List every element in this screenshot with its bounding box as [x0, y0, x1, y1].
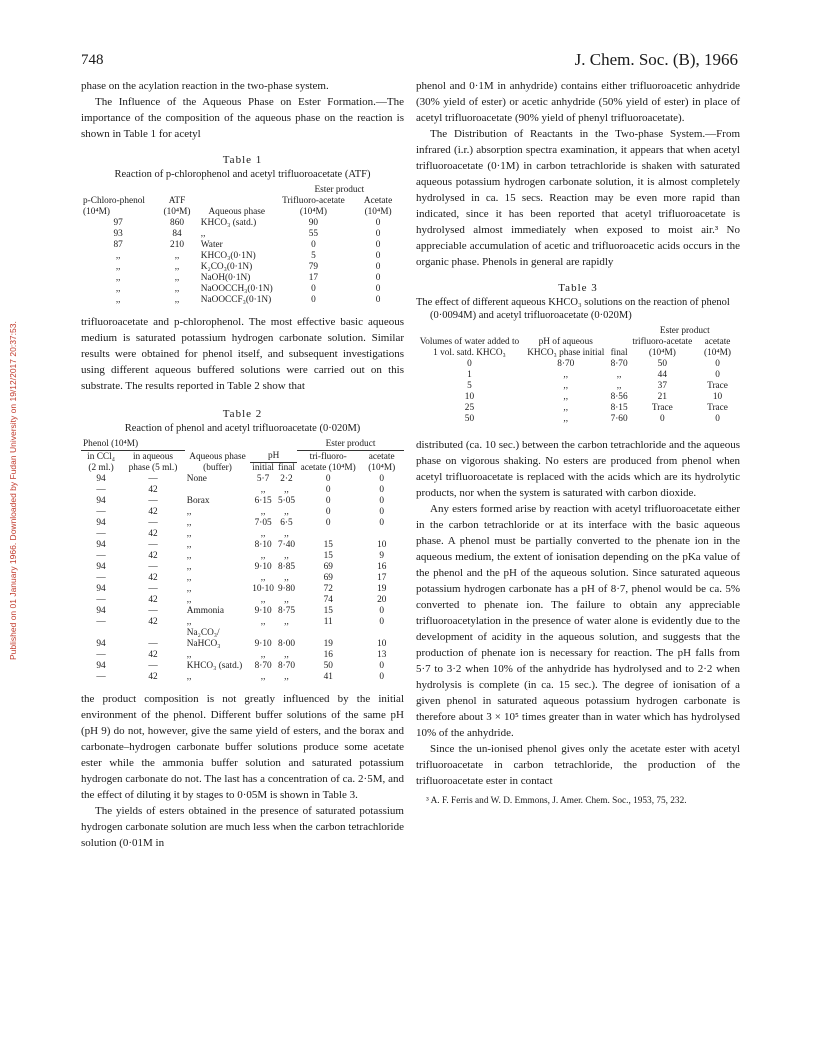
table-cell: 42	[148, 506, 158, 517]
table-cell: 7·05	[254, 517, 272, 528]
table-cell: 42	[148, 572, 158, 583]
table-header: Acetate (10⁴M)	[363, 196, 393, 217]
table-cell: ,,	[260, 506, 266, 517]
table-row	[81, 485, 404, 496]
table-cell: 74	[323, 594, 333, 605]
table-cell: 8·85	[277, 561, 295, 572]
table-cell: 0	[379, 484, 385, 495]
table-row	[81, 284, 404, 295]
table-cell: KHCO₃ (satd.)	[186, 660, 243, 671]
table-cell: —	[96, 616, 106, 627]
table-cell: KHCO₃(0·1N)	[200, 251, 256, 261]
table-cell: ,,	[284, 616, 289, 627]
table-cell: 50	[464, 414, 475, 424]
table-header: in aqueous phase (5 ml.)	[128, 451, 178, 473]
table-row	[81, 573, 404, 584]
table-cell: ,,	[174, 251, 180, 261]
table-cell: —	[96, 572, 106, 583]
table-cell: 7·40	[277, 539, 295, 550]
table-cell: 10	[712, 392, 723, 402]
table-row	[81, 229, 404, 240]
table-cell: 0	[311, 240, 316, 250]
table-cell: 0	[467, 359, 472, 369]
table-cell: ,,	[186, 572, 192, 583]
table-cell: 94	[96, 473, 106, 484]
table-cell: 19	[377, 583, 387, 594]
table-cell: 0	[379, 517, 385, 528]
table-cell: ,,	[186, 616, 192, 627]
table-cell: ,,	[260, 594, 266, 605]
table-cell: 0	[379, 671, 385, 682]
table-cell: 10	[377, 638, 387, 649]
table-row	[81, 617, 404, 628]
table-cell: ,,	[563, 414, 569, 424]
table-cell: 42	[148, 550, 158, 561]
table-cell: —	[148, 495, 158, 506]
table1-caption: Table 1	[222, 154, 263, 166]
table-cell: —	[148, 638, 158, 649]
table-cell: 94	[96, 561, 106, 572]
table-cell: ,,	[563, 381, 569, 391]
table-cell: NaOOCCF₃(0·1N)	[200, 295, 272, 305]
table-cell: ,,	[260, 671, 266, 682]
table-cell: 0	[375, 295, 381, 305]
table-cell: —	[148, 660, 158, 671]
table-cell: 0	[375, 229, 381, 239]
table-cell: 42	[148, 616, 158, 627]
table-cell: 0	[325, 517, 331, 528]
table-cell: 2·2	[280, 473, 293, 484]
table-cell: 17	[377, 572, 387, 583]
table-cell: ,,	[284, 550, 289, 561]
table-cell: ,,	[260, 528, 266, 539]
table-cell: —	[96, 528, 106, 539]
table-cell: 10·10	[252, 583, 274, 594]
table-cell: 0	[379, 506, 385, 517]
table-cell: 9·10	[254, 561, 272, 572]
table-row	[81, 595, 404, 606]
table-cell: —	[96, 550, 106, 561]
table-cell: 5	[311, 251, 316, 261]
table-cell: ,,	[260, 550, 266, 561]
table-cell: 0	[375, 273, 381, 283]
table2	[81, 439, 404, 683]
table-cell: ,,	[115, 262, 121, 272]
table-row	[416, 392, 740, 403]
table-header: in CCl₄ (2 ml.)	[87, 451, 115, 473]
table-cell: 10	[377, 539, 387, 550]
table-cell: —	[148, 583, 158, 594]
table-cell: 84	[172, 229, 182, 239]
table-row	[81, 584, 404, 595]
table-header: Aqueous phase (buffer)	[189, 451, 246, 473]
table-cell: 42	[148, 649, 158, 660]
table2-group-phenol: Phenol (10⁴M)	[81, 439, 185, 451]
table-cell: 210	[170, 240, 184, 250]
table-cell: 8·56	[610, 392, 628, 402]
table-cell: 0	[379, 473, 385, 484]
table-cell: 50	[323, 660, 333, 671]
table-row	[416, 359, 740, 370]
table-cell: 5	[467, 381, 472, 391]
table-header: final	[610, 348, 628, 358]
table-row	[81, 240, 404, 251]
table-cell: 16	[377, 561, 387, 572]
table-cell: ,,	[186, 550, 192, 561]
table-header: acetate (10⁴M)	[368, 451, 396, 473]
table-cell: ,,	[563, 392, 569, 402]
table-cell: ,,	[186, 583, 192, 594]
table-cell: —	[96, 649, 106, 660]
table-cell: ,,	[186, 528, 192, 539]
table-cell: 0	[325, 484, 331, 495]
table-row	[81, 551, 404, 562]
table2-caption: Table 2	[222, 408, 263, 420]
table-row	[81, 474, 404, 485]
table-cell: —	[96, 506, 106, 517]
table-cell: 94	[96, 605, 106, 616]
table-cell: 0	[379, 495, 385, 506]
table-cell: 860	[170, 218, 184, 228]
table-cell: 19	[323, 638, 333, 649]
table-cell: 0	[379, 616, 385, 627]
table-row	[416, 403, 740, 414]
table-cell: ,,	[186, 594, 192, 605]
paragraph: Since the un-ionised phenol gives only the acetate ester with acetyl trifluoroacetate in carbon tetrachloride, the production of the trifluoroacetate ester in contact	[416, 743, 740, 787]
paragraph: distributed (ca. 10 sec.) between the carbon tetrachloride and the aqueous phase on vigorous shaking. No esters are produced from phenol when acetyl trifluoroacetate is replaced with the acids which are its hydrolytic products, nor when the system is saturated with carbon dioxide.	[416, 439, 740, 499]
table-cell: ,,	[284, 594, 289, 605]
table-row	[416, 370, 740, 381]
table-cell: Trace	[707, 381, 728, 391]
paragraph: Any esters formed arise by reaction with acetyl trifluoroacetate either in the carbon tetrachloride or at its interface with the basic aqueous phase. A phenol must be partially converted to the phenate ion in the aqueous medium, the extent of ionisation depending on the pKa value of the phenol and the pH of the aqueous solution. Since saturated aqueous potassium hydrogen carbonate has a pH of 8·7, phenol would be ca. 5% converted to phenate ion. The failure to obtain any appreciable trifluoroacetylation in the presence of water alone is evidently due to the development of acidity in the aqueous solution, and suggests that the production of phenate ion is necessary for reaction. The pH falls from 5·7 to 3·2 when 10% of the anhydride has hydrolysed and to 2·2 when hydrolysis is complete (in ca. 15 sec.). The degree of ionisation of a given phenol in saturated aqueous potassium hydrogen carbonate is therefore about 3 × 10⁵ times greater than in water which has hydrolysed 10% of the anhydride.	[416, 503, 740, 739]
table-cell: 37	[657, 381, 667, 391]
table-header: ATF (10⁴M)	[163, 196, 191, 217]
table-cell: 94	[96, 495, 106, 506]
table-cell: —	[96, 671, 106, 682]
table-cell: 0	[375, 218, 381, 228]
table-cell: 0	[375, 262, 381, 272]
paragraph: trifluoroacetate and p-chlorophenol. The most effective basic aqueous medium is saturated potassium hydrogen carbonate solution. Similar results were obtained for phenol itself, and subsequent investigations using different aqueous buffered solutions were carried out on this substrate. The results reported in Table 2 show that	[81, 316, 404, 392]
table1-group-header: Ester product	[314, 185, 365, 195]
table-cell: 17	[308, 273, 319, 283]
table-header: Trifluoro-acetate (10⁴M)	[282, 196, 345, 217]
table-cell: 0	[325, 473, 331, 484]
table-cell: 11	[323, 616, 333, 627]
table-cell: —	[148, 539, 158, 550]
table-cell: ,,	[186, 649, 192, 660]
table-header: trifluoro-acetate (10⁴M)	[632, 337, 693, 358]
table-cell: Borax	[186, 495, 210, 506]
table-row	[81, 562, 404, 573]
table-cell: ,,	[616, 370, 622, 380]
table1	[81, 185, 404, 306]
table-cell: 94	[96, 583, 106, 594]
table-cell: 69	[323, 572, 333, 583]
table-cell: Trace	[651, 403, 673, 413]
table-cell: 1	[467, 370, 472, 380]
paragraph: The Distribution of Reactants in the Two-phase System.—From infrared (i.r.) absorption spectra examination, it appears that when acetyl trifluoroacetate (0·1M) in carbon tetrachloride is shaken with saturated aqueous potassium hydrogen carbonate solution, it is almost completely hydrolysed in ca. 15 secs. Reaction may be even more rapid than indicated, since it has been reported that acetyl trifluoroacetate is hydrolysed almost immediately when exposed to moist air.³ No appreciable accumulation of acetic and trifluoroacetic acids occurs in the organic phase. Phenols in general are rapidly	[416, 128, 740, 268]
table-cell: 94	[96, 638, 106, 649]
table-cell: ,,	[115, 284, 121, 294]
table-header: Aqueous phase	[208, 207, 266, 217]
table-cell: 55	[308, 229, 319, 239]
table-cell: 10	[464, 392, 475, 402]
table-cell: 8·75	[277, 605, 295, 616]
table-row	[81, 672, 404, 683]
table-cell: 8·70	[557, 359, 575, 369]
table2-ph-header	[250, 451, 297, 474]
table-cell: 72	[323, 583, 333, 594]
table-cell: —	[96, 484, 106, 495]
table-cell: Ammonia	[186, 605, 224, 616]
table-cell: 42	[148, 594, 158, 605]
page-number: 748	[81, 52, 104, 68]
table2-ph-label: pH	[250, 451, 297, 463]
table-cell: ,,	[284, 649, 289, 660]
table-cell: 94	[96, 517, 106, 528]
table-cell: ,,	[186, 539, 192, 550]
table-cell: 0	[715, 359, 720, 369]
table-row	[81, 529, 404, 540]
table-cell: ,,	[563, 403, 569, 413]
table-cell: ,,	[115, 273, 121, 283]
table-cell: 9·80	[277, 583, 295, 594]
table-cell: 9·10	[254, 605, 272, 616]
table-cell: 8·15	[610, 403, 628, 413]
table3	[416, 326, 740, 425]
left-column	[81, 78, 404, 851]
table-cell: 0	[311, 284, 316, 294]
table-cell: 8·10	[254, 539, 272, 550]
table-header: tri-fluoro-acetate (10⁴M)	[300, 451, 356, 473]
table-row	[81, 628, 404, 650]
table-header: acetate (10⁴M)	[704, 337, 732, 358]
table-cell: Na₂CO₃/ NaHCO₃	[186, 627, 221, 649]
table-row	[81, 606, 404, 617]
table-cell: 44	[657, 370, 667, 380]
table-cell: 8·70	[277, 660, 295, 671]
table-cell: ,,	[260, 616, 266, 627]
table-row	[416, 414, 740, 425]
table-row	[81, 650, 404, 661]
table-cell: 0	[715, 414, 720, 424]
table-cell: 8·70	[610, 359, 628, 369]
table-cell	[359, 529, 404, 540]
paragraph: The yields of esters obtained in the presence of saturated potassium hydrogen carbonate solution are much less when the carbon tetrachloride solution (0·01M in	[81, 804, 404, 849]
table-cell: 5·7	[256, 473, 270, 484]
table-cell: 0	[379, 660, 385, 671]
table-cell: 16	[323, 649, 333, 660]
table-row	[81, 507, 404, 518]
table-cell: ,,	[260, 484, 266, 495]
table-cell: ,,	[186, 671, 192, 682]
table-cell: 50	[657, 359, 667, 369]
table-row	[81, 251, 404, 262]
footnote: ³ A. F. Ferris and W. D. Emmons, J. Amer. Chem. Soc., 1953, 75, 232.	[426, 796, 687, 806]
table-row	[81, 518, 404, 529]
table-cell: 25	[464, 403, 475, 413]
table-cell: ,,	[563, 370, 569, 380]
table-cell: KHCO₃ (satd.)	[200, 218, 257, 228]
table-cell: 94	[96, 660, 106, 671]
paragraph: the product composition is not greatly influenced by the initial environment of the phenol. Different buffer solutions of the same pH (pH 9) do not, however, give the same yield of esters, and the borax and carbonate–hydrogen carbonate buffer solutions produce some acetate ester while the ammonia buffer solution and saturated potassium hydrogen carbonate do not. The last has a concentration of ca. 2·5M, and the effect of diluting it by stages to 0·05M is shown in Table 3.	[81, 692, 404, 801]
table-cell: 0	[715, 370, 720, 380]
table-cell: 15	[323, 550, 333, 561]
table-cell: 0	[379, 605, 385, 616]
table-row	[81, 496, 404, 507]
table-cell: 8·70	[254, 660, 272, 671]
table-row	[81, 540, 404, 551]
table3-caption: Table 3	[558, 282, 598, 294]
table-cell: 41	[323, 671, 333, 682]
table-cell: 0	[325, 506, 331, 517]
table-cell: NaOH(0·1N)	[200, 273, 251, 283]
table-cell: ,,	[186, 561, 192, 572]
table-cell: 15	[323, 539, 333, 550]
table-header: pH of aqueous KHCO₃ phase initial	[527, 337, 605, 358]
table-cell: ,,	[260, 572, 266, 583]
table2-group-ester: Ester product	[297, 439, 404, 451]
table-cell: 21	[657, 392, 667, 402]
table-cell: 5·05	[277, 495, 295, 506]
table-cell: 0	[375, 240, 381, 250]
table-cell: —	[148, 473, 158, 484]
table-cell: 13	[377, 649, 387, 660]
table-cell: Water	[200, 240, 223, 250]
table-cell: ,,	[174, 273, 180, 283]
table3-title: The effect of different aqueous KHCO₃ solutions on the reaction of phenol (0·0094M) and acetyl trifluoroacetate (0·020M)	[416, 297, 730, 321]
table-cell: NaOOCCH₃(0·1N)	[200, 284, 273, 294]
right-column	[416, 78, 740, 807]
table-header: p-Chloro-phenol (10⁴M)	[83, 196, 145, 217]
paragraph: The Influence of the Aqueous Phase on Ester Formation.—The importance of the composition of the aqueous phase on the reaction is shown in Table 1 for acetyl	[81, 96, 404, 140]
table-cell: 9	[379, 550, 385, 561]
table-cell: 7·60	[610, 414, 628, 424]
table-cell: Trace	[707, 403, 728, 413]
table-row	[416, 381, 740, 392]
table-row	[81, 661, 404, 672]
table-cell: 79	[308, 262, 319, 272]
table-cell: ,,	[284, 484, 289, 495]
table-cell: ,,	[186, 517, 192, 528]
paragraph: phase on the acylation reaction in the two-phase system.	[81, 80, 329, 92]
table-cell: 69	[323, 561, 333, 572]
table-cell: 42	[148, 671, 158, 682]
table-cell: 6·5	[280, 517, 293, 528]
table-cell: ,,	[174, 295, 180, 305]
table-cell: None	[186, 473, 207, 484]
journal-header: J. Chem. Soc. (B), 1966	[574, 50, 738, 69]
table-cell: 0	[311, 295, 316, 305]
table-header: final	[277, 462, 295, 473]
table-row	[81, 295, 404, 306]
table-cell: ,,	[115, 295, 121, 305]
table-cell: K₂CO₃(0·1N)	[200, 262, 253, 272]
table-row	[81, 218, 404, 229]
table-cell: 6·15	[254, 495, 272, 506]
table-cell: 97	[113, 218, 123, 228]
table-cell: —	[96, 594, 106, 605]
table-cell: 93	[113, 229, 123, 239]
table-cell: ,,	[174, 284, 180, 294]
table-cell: ,,	[284, 671, 289, 682]
table-cell: ,,	[115, 251, 121, 261]
table-row	[81, 273, 404, 284]
table-cell: 15	[323, 605, 333, 616]
table-cell: 0	[375, 284, 381, 294]
table-cell: —	[148, 561, 158, 572]
table-header: initial	[252, 462, 274, 473]
table-cell	[185, 485, 250, 496]
table-cell: —	[148, 605, 158, 616]
table3-group-header: Ester product	[659, 326, 710, 336]
table-header: Volumes of water added to 1 vol. satd. KHCO₃	[419, 337, 520, 358]
table-cell: 0	[325, 495, 331, 506]
table-cell: 0	[659, 414, 665, 424]
table-cell: 0	[375, 251, 381, 261]
watermark-text: Published on 01 January 1966. Downloaded by Fudan University on 19/12/2017 20:37:53.	[8, 321, 18, 660]
table-cell: ,,	[260, 649, 266, 660]
table-cell: 42	[148, 484, 158, 495]
table-cell: ,,	[284, 572, 289, 583]
table-cell: 90	[308, 218, 319, 228]
table-cell: 94	[96, 539, 106, 550]
table-cell: ,,	[186, 506, 192, 517]
table-cell: 20	[377, 594, 387, 605]
table-cell: ,,	[174, 262, 180, 272]
table-cell: 9·10	[254, 638, 272, 649]
table1-title: Reaction of p-chlorophenol and acetyl trifluoroacetate (ATF)	[114, 169, 371, 180]
table-cell: 42	[148, 528, 158, 539]
table-cell: 8·00	[277, 638, 295, 649]
table2-title: Reaction of phenol and acetyl trifluoroacetate (0·020M)	[124, 423, 361, 434]
table-cell: ,,	[200, 229, 206, 239]
table-cell	[297, 529, 359, 540]
table-cell: —	[148, 517, 158, 528]
table-row	[81, 262, 404, 273]
table-cell: ,,	[284, 506, 289, 517]
download-watermark	[2, 240, 18, 660]
table-cell: ,,	[616, 381, 622, 391]
paragraph: phenol and 0·1M in anhydride) contains either trifluoroacetic anhydride (30% yield of ester) or acetic anhydride (50% yield of ester) in place of acetyl trifluoroacetate (90% yield of phenyl trifluoroacetate).	[416, 80, 740, 124]
table-cell: ,,	[284, 528, 289, 539]
table-cell: 87	[113, 240, 123, 250]
